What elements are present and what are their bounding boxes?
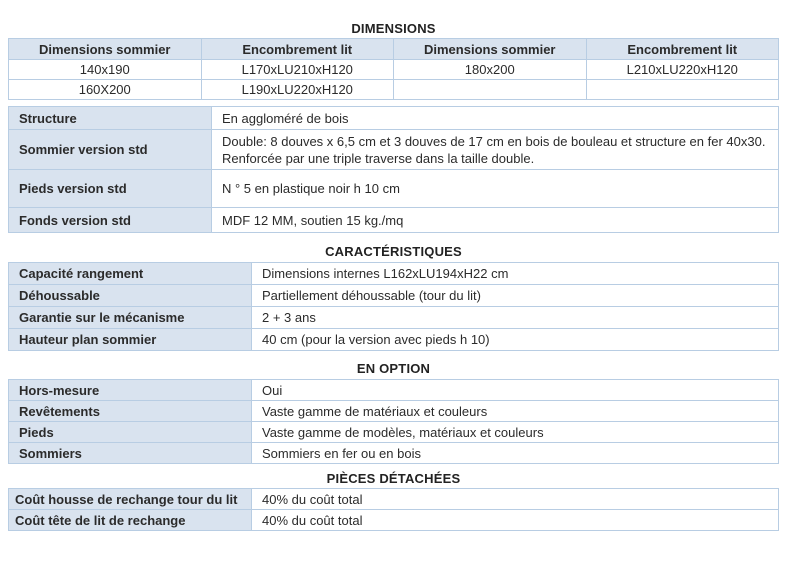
row-value: 40% du coût total xyxy=(252,510,779,531)
option-title: EN OPTION xyxy=(356,361,431,376)
row-label: Structure xyxy=(9,107,212,130)
row-label: Pieds version std xyxy=(9,170,212,208)
table-cell: 160X200 xyxy=(9,80,202,100)
option-table xyxy=(8,379,779,464)
table-row xyxy=(9,60,779,80)
row-label: Coût tête de lit de rechange xyxy=(9,510,252,531)
table-cell: L210xLU220xH120 xyxy=(586,60,779,80)
caracteristiques-title: CARACTÉRISTIQUES xyxy=(325,244,462,259)
table-row xyxy=(9,329,779,351)
table-cell xyxy=(394,80,587,100)
dimensions-header: Dimensions sommier xyxy=(394,39,587,60)
row-label: Sommiers xyxy=(9,443,252,464)
row-value: 40% du coût total xyxy=(252,489,779,510)
table-row xyxy=(9,443,779,464)
table-cell xyxy=(586,80,779,100)
dimensions-header-row xyxy=(9,39,779,60)
row-value: Partiellement déhoussable (tour du lit) xyxy=(252,285,779,307)
table-row xyxy=(9,130,779,170)
row-label: Hauteur plan sommier xyxy=(9,329,252,351)
row-label: Pieds xyxy=(9,422,252,443)
table-row xyxy=(9,285,779,307)
pieces-table xyxy=(8,488,779,531)
dimensions-header: Dimensions sommier xyxy=(9,39,202,60)
row-label: Sommier version std xyxy=(9,130,212,170)
pieces-title: PIÈCES DÉTACHÉES xyxy=(326,471,461,486)
row-value: 2 + 3 ans xyxy=(252,307,779,329)
row-value: N ° 5 en plastique noir h 10 cm xyxy=(212,170,779,208)
row-label: Déhoussable xyxy=(9,285,252,307)
row-label: Capacité rangement xyxy=(9,263,252,285)
row-label: Revêtements xyxy=(9,401,252,422)
row-value: Oui xyxy=(252,380,779,401)
table-cell: L190xLU220xH120 xyxy=(201,80,394,100)
row-label: Fonds version std xyxy=(9,208,212,233)
table-row xyxy=(9,263,779,285)
dimensions-header: Encombrement lit xyxy=(586,39,779,60)
row-value: En aggloméré de bois xyxy=(212,107,779,130)
caracteristiques-table xyxy=(8,262,779,351)
table-row xyxy=(9,489,779,510)
row-label: Garantie sur le mécanisme xyxy=(9,307,252,329)
table-cell: L170xLU210xH120 xyxy=(201,60,394,80)
dimensions-title: DIMENSIONS xyxy=(351,21,436,36)
table-cell: 180x200 xyxy=(394,60,587,80)
table-row xyxy=(9,401,779,422)
row-value: Sommiers en fer ou en bois xyxy=(252,443,779,464)
table-row xyxy=(9,307,779,329)
table-row xyxy=(9,510,779,531)
row-value: 40 cm (pour la version avec pieds h 10) xyxy=(252,329,779,351)
row-value: Dimensions internes L162xLU194xH22 cm xyxy=(252,263,779,285)
table-row xyxy=(9,380,779,401)
dimensions-table xyxy=(8,38,779,100)
table-row xyxy=(9,107,779,130)
row-value: MDF 12 MM, soutien 15 kg./mq xyxy=(212,208,779,233)
table-row xyxy=(9,80,779,100)
table-row xyxy=(9,170,779,208)
table-row xyxy=(9,208,779,233)
row-label: Hors-mesure xyxy=(9,380,252,401)
row-value: Vaste gamme de matériaux et couleurs xyxy=(252,401,779,422)
row-value: Vaste gamme de modèles, matériaux et couleurs xyxy=(252,422,779,443)
dimensions-header: Encombrement lit xyxy=(201,39,394,60)
table-row xyxy=(9,422,779,443)
row-label: Coût housse de rechange tour du lit xyxy=(9,489,252,510)
row-value: Double: 8 douves x 6,5 cm et 3 douves de 17 cm en bois de bouleau et structure en fer 40x30. Renforcée par une triple traverse dans la taille double. xyxy=(212,130,779,170)
structure-table xyxy=(8,106,779,233)
table-cell: 140x190 xyxy=(9,60,202,80)
